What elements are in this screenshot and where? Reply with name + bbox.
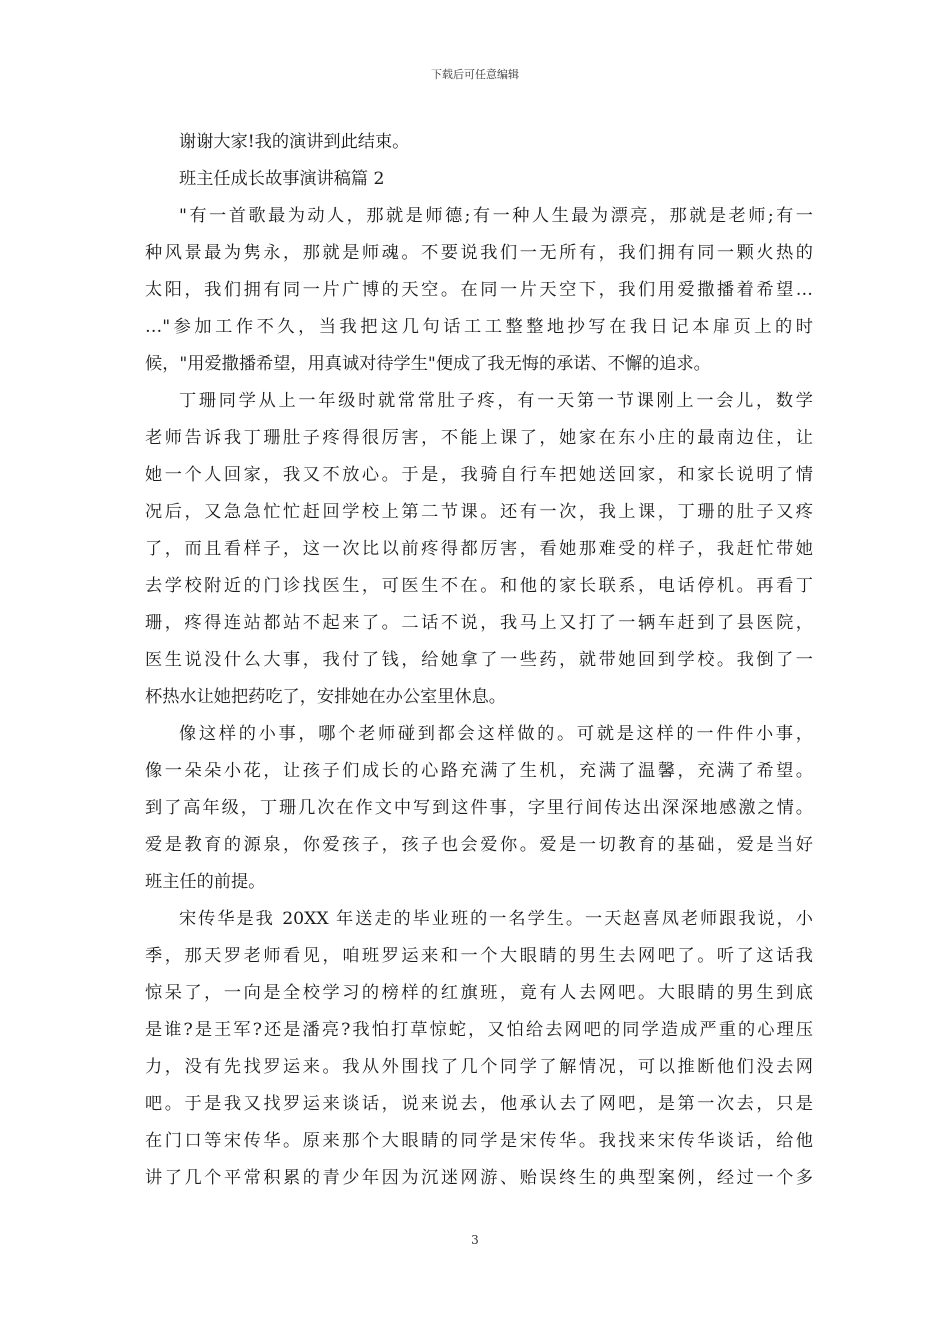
text-line: 去学校附近的门诊找医生，可医生不在。和他的家长联系，电话停机。再看丁 bbox=[145, 576, 813, 596]
page-header: 下载后可任意编辑 bbox=[431, 68, 519, 81]
text-line: 讲了几个平常积累的青少年因为沉迷网游、贻误终生的典型案例，经过一个多 bbox=[145, 1168, 813, 1188]
text-line: 吧。于是我又找罗运来谈话，说来说去，他承认去了网吧，是第一次去，只是 bbox=[145, 1094, 813, 1114]
text-line: 她一个人回家，我又不放心。于是，我骑自行车把她送回家，和家长说明了情 bbox=[145, 465, 813, 485]
text-line: 丁珊同学从上一年级时就常常肚子疼，有一天第一节课刚上一会儿，数学 bbox=[179, 391, 813, 411]
text-line: …"参加工作不久，当我把这几句话工工整整地抄写在我日记本扉页上的时 bbox=[145, 317, 813, 337]
text-line: 况后，又急急忙忙赶回学校上第二节课。还有一次，我上课，丁珊的肚子又疼 bbox=[145, 502, 813, 522]
text-line: 了，而且看样子，这一次比以前疼得都厉害，看她那难受的样子，我赶忙带她 bbox=[145, 539, 813, 559]
text-line: 医生说没什么大事，我付了钱，给她拿了一些药，就带她回到学校。我倒了一 bbox=[145, 650, 813, 670]
text-line: 季，那天罗老师看见，咱班罗运来和一个大眼睛的男生去网吧了。听了这话我 bbox=[145, 946, 813, 966]
page-number: 3 bbox=[471, 1233, 479, 1247]
text-line: 班主任的前提。 bbox=[145, 872, 266, 892]
text-line: 种风景最为隽永，那就是师魂。不要说我们一无所有，我们拥有同一颗火热的 bbox=[145, 243, 813, 263]
text-line: 候，"用爱撒播希望，用真诚对待学生"便成了我无悔的承诺、不懈的追求。 bbox=[145, 354, 711, 374]
text-line: 杯热水让她把药吃了，安排她在办公室里休息。 bbox=[145, 687, 506, 707]
text-line: 老师告诉我丁珊肚子疼得很厉害，不能上课了，她家在东小庄的最南边住，让 bbox=[145, 428, 813, 448]
text-line: 爱是教育的源泉，你爱孩子，孩子也会爱你。爱是一切教育的基础，爱是当好 bbox=[145, 835, 813, 855]
text-line: 宋传华是我 20XX 年送走的毕业班的一名学生。一天赵喜凤老师跟我说，小 bbox=[179, 909, 813, 929]
document-body bbox=[145, 124, 813, 1197]
text-line: 力，没有先找罗运来。我从外围找了几个同学了解情况，可以推断他们没去网 bbox=[145, 1057, 813, 1077]
text-line: 是谁?是王军?还是潘亮?我怕打草惊蛇，又怕给去网吧的同学造成严重的心理压 bbox=[145, 1020, 813, 1040]
text-line: 太阳，我们拥有同一片广博的天空。在同一片天空下，我们用爱撒播着希望… bbox=[145, 280, 813, 300]
text-line: "有一首歌最为动人，那就是师德;有一种人生最为漂亮，那就是老师;有一 bbox=[179, 206, 813, 226]
text-line: 谢谢大家!我的演讲到此结束。 bbox=[179, 132, 410, 152]
text-line: 像这样的小事，哪个老师碰到都会这样做的。可就是这样的一件件小事， bbox=[179, 724, 813, 744]
text-line: 到了高年级，丁珊几次在作文中写到这件事，字里行间传达出深深地感激之情。 bbox=[145, 798, 813, 818]
text-line: 惊呆了，一向是全校学习的榜样的红旗班，竟有人去网吧。大眼睛的男生到底 bbox=[145, 983, 813, 1003]
text-line: 班主任成长故事演讲稿篇 2 bbox=[179, 169, 385, 189]
text-line: 像一朵朵小花，让孩子们成长的心路充满了生机，充满了温馨，充满了希望。 bbox=[145, 761, 813, 781]
text-line: 在门口等宋传华。原来那个大眼睛的同学是宋传华。我找来宋传华谈话，给他 bbox=[145, 1131, 813, 1151]
text-line: 珊，疼得连站都站不起来了。二话不说，我马上又打了一辆车赶到了县医院， bbox=[145, 613, 813, 633]
